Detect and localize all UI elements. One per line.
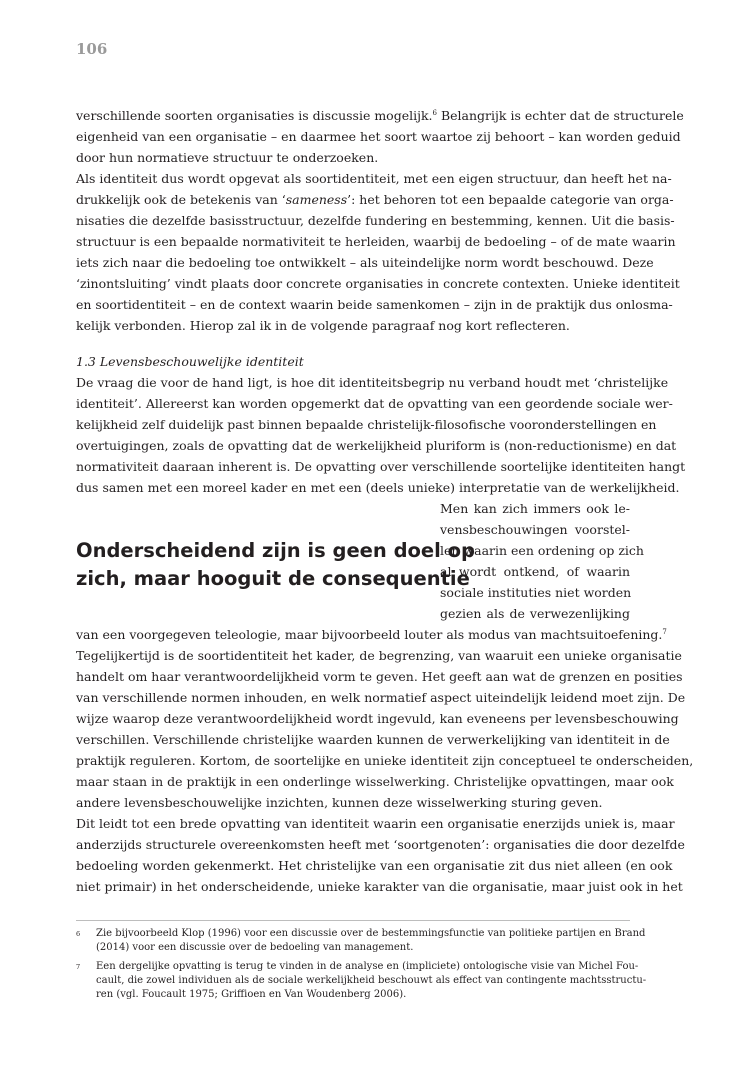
text-line: Tegelijkertijd is de soortidentiteit het kader, de begrenzing, van waaruit een unieke organisatie [76,648,682,663]
footnote-line: Zie bijvoorbeeld Klop (1996) voor een discussie over de bestemmingsfunctie van politieke partijen en Brand [96,928,646,939]
text-line: Als identiteit dus wordt opgevat als soortidentiteit, met een eigen structuur, dan heeft het na- [76,171,672,186]
pull-quote [76,537,475,593]
text-line: Men kan zich immers ook le- [440,501,630,516]
text-line: bedoeling worden gekenmerkt. Het christelijke van een organisatie zit dus niet alleen (en ook [76,858,673,873]
text-line: gezien als de verwezenlijking [440,606,630,621]
text-line: praktijk reguleren. Kortom, de soortelijke en unieke identiteit zijn conceptueel te onderscheiden, [76,753,694,768]
text-line: van een voorgegeven teleologie, maar bijvoorbeeld louter als modus van machtsuitoefening.$^7$ [76,627,667,642]
section-heading: 1.3 Levensbeschouwelijke identiteit [76,354,304,369]
text-line: identiteit’. Allereerst kan worden opgemerkt dat de opvatting van een geordende sociale wer- [76,396,673,411]
text-line: van verschillende normen inhouden, en welk normatief aspect uiteindelijk leidend moet zijn. De [76,690,686,705]
text-line: vensbeschouwingen voorstel- [440,522,630,537]
text-line: eigenheid van een organisatie – en daarmee het soort waartoe zij behoort – kan worden geduid [76,129,681,144]
pull-quote-line: Onderscheidend zijn is geen doel op [76,539,475,562]
pull-quote-line: zich, maar hooguit de consequentie [76,567,470,590]
text-line: verschillende soorten organisaties is discussie mogelijk.$^6$ Belangrijk is echter dat de structurele [76,108,684,123]
text-line: handelt om haar verantwoordelijkheid vorm te geven. Het geeft aan wat de grenzen en posities [76,669,683,684]
footnote-line: Een dergelijke opvatting is terug te vinden in de analyse en (impliciete) ontologische visie van Michel Fou- [96,961,639,972]
text-line: ‘zinontsluiting’ vindt plaats door concrete organisaties in concrete contexten. Unieke identiteit [76,276,680,291]
text-line: sociale instituties niet worden [440,585,632,600]
page-number: 106 [76,40,108,58]
text-line: door hun normatieve structuur te onderzoeken. [76,150,379,165]
text-line: iets zich naar die bedoeling toe ontwikkelt – als uiteindelijke norm wordt beschouwd. Deze [76,255,654,270]
text-line: normativiteit daaraan inherent is. De opvatting over verschillende soortelijke identiteiten hangt [76,459,686,474]
footnote-line: ren (vgl. Foucault 1975; Griffioen en Van Woudenberg 2006). [96,989,407,1000]
text-line: al wordt ontkend, of waarin [440,564,630,579]
footnote-ref-6[interactable]: 6 [432,108,437,117]
text-line: drukkelijk ook de betekenis van ‘sameness’: het behoren tot een bepaalde categorie van orga- [76,192,674,207]
footnote-marker: 7 [76,963,81,971]
text-line: kelijkheid zelf duidelijk past binnen bepaalde christelijk-filosofische vooronderstellingen en [76,417,657,432]
footnote-line: (2014) voor een discussie over de bedoeling van management. [96,942,414,953]
footnote-divider [76,920,630,921]
text-line: Dit leidt tot een brede opvatting van identiteit waarin een organisatie enerzijds uniek is, maar [76,816,675,831]
text-line: en soortidentiteit – en de context waarin beide samenkomen – zijn in de praktijk dus onlosma- [76,297,673,312]
text-line: maar staan in de praktijk in een onderlinge wisselwerking. Christelijke opvattingen, maar ook [76,774,674,789]
text-line: overtuigingen, zoals de opvatting dat de werkelijkheid pluriform is (non-reductionisme) en dat [76,438,677,453]
text-line: De vraag die voor de hand ligt, is hoe dit identiteitsbegrip nu verband houdt met ‘christelijke [76,375,669,390]
text-line: anderzijds structurele overeenkomsten heeft met ‘soortgenoten’: organisaties die door dezelfde [76,837,685,852]
text-line: len waarin een ordening op zich [440,543,644,558]
text-line: verschillen. Verschillende christelijke waarden kunnen de verwerkelijking van identiteit in de [76,732,670,747]
text-line: structuur is een bepaalde normativiteit te herleiden, waarbij de bedoeling – of de mate waarin [76,234,676,249]
text-line: niet primair) in het onderscheidende, unieke karakter van die organisatie, maar juist ook in het [76,879,683,894]
text-line: wijze waarop deze verantwoordelijkheid wordt ingevuld, kan eveneens per levensbeschouwing [76,711,679,726]
text-line: dus samen met een moreel kader en met een (deels unieke) interpretatie van de werkelijkheid. [76,480,680,495]
text-line: andere levensbeschouwelijke inzichten, kunnen deze wisselwerking sturing geven. [76,795,603,810]
footnote-ref-7[interactable]: 7 [662,627,667,636]
footnote-marker: 6 [76,930,81,938]
text-line: kelijk verbonden. Hierop zal ik in de volgende paragraaf nog kort reflecteren. [76,318,570,333]
footnote-line: cault, die zowel individuen als de sociale werkelijkheid beschouwt als effect van contingente machtsstructu- [96,975,647,986]
italic-term: sameness [285,192,348,207]
text-line: nisaties die dezelfde basisstructuur, dezelfde fundering en bestemming, kennen. Uit die basis- [76,213,675,228]
